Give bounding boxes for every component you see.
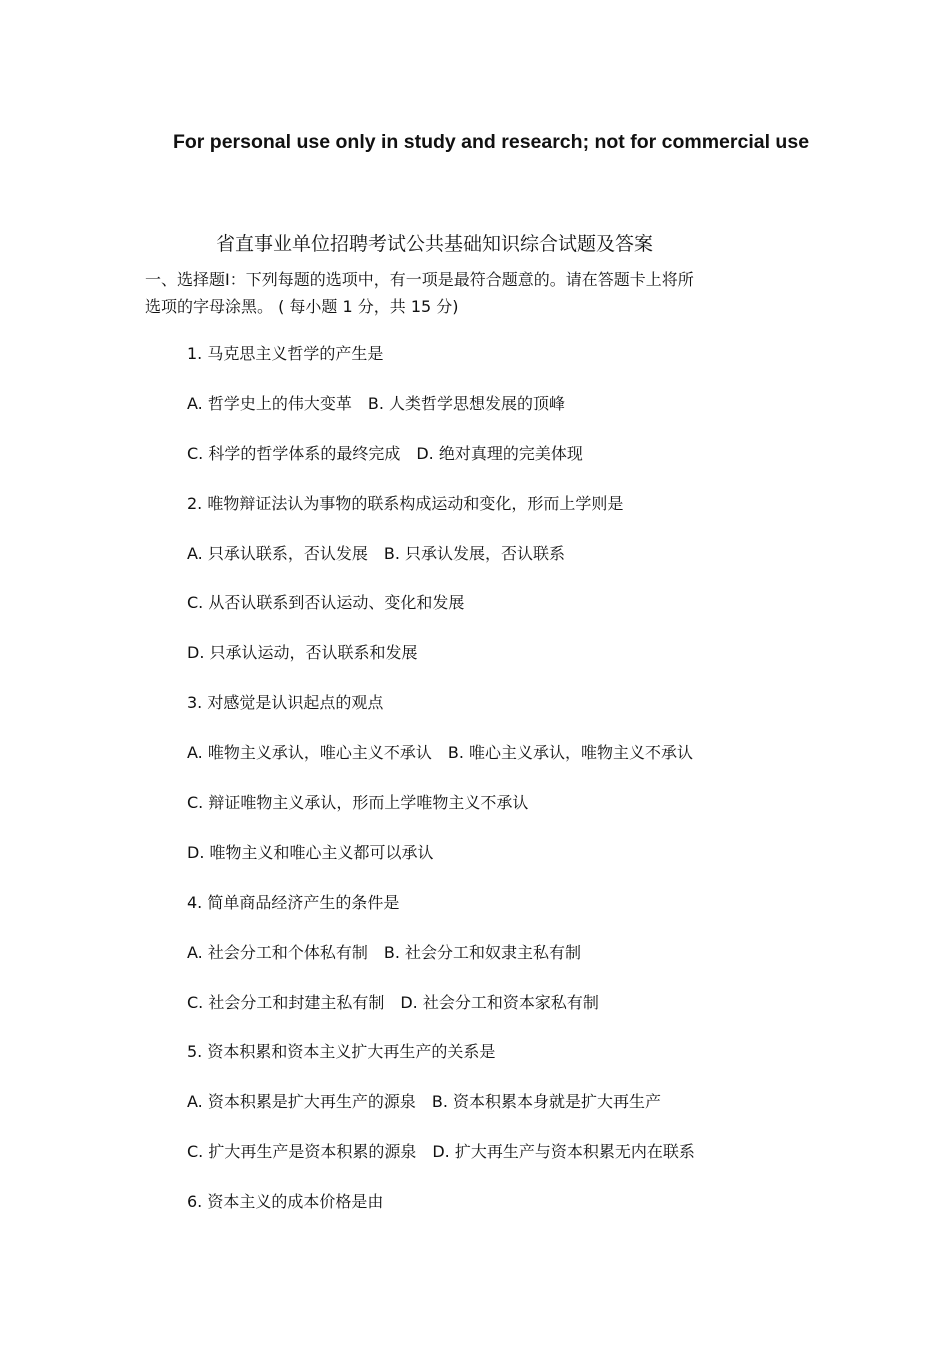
answer-option: B. 资本积累本身就是扩大再生产 [431, 1092, 661, 1112]
answer-options [187, 990, 907, 1040]
answer-options [187, 441, 907, 491]
answer-option: C. 扩大再生产是资本积累的源泉 [187, 1142, 417, 1162]
question-stem [187, 341, 907, 391]
question-stem-text: 5. 资本积累和资本主义扩大再生产的关系是 [187, 1042, 496, 1062]
answer-option: A. 社会分工和个体私有制 [187, 942, 368, 962]
question-stem [187, 690, 907, 740]
answer-option: B. 只承认发展，否认联系 [383, 543, 565, 563]
answer-option: A. 哲学史上的伟大变革 [187, 393, 352, 413]
question-stem-text: 3. 对感觉是认识起点的观点 [187, 693, 384, 713]
answer-option: B. 社会分工和奴隶主私有制 [383, 942, 581, 962]
answer-options [187, 541, 907, 591]
section-instructions [145, 266, 795, 320]
answer-option: D. 唯物主义和唯心主义都可以承认 [187, 842, 434, 862]
usage-notice: For personal use only in study and research; not for commercial use [172, 131, 810, 153]
answer-option: C. 社会分工和封建主私有制 [187, 992, 385, 1012]
answer-options [187, 1089, 907, 1139]
answer-option: D. 扩大再生产与资本积累无内在联系 [432, 1142, 695, 1162]
question-stem [187, 1039, 907, 1089]
answer-options [187, 590, 907, 640]
question-list [187, 341, 907, 1239]
answer-option: C. 从否认联系到否认运动、变化和发展 [187, 593, 465, 613]
answer-option: A. 唯物主义承认，唯心主义不承认 [187, 743, 432, 763]
answer-option: A. 只承认联系，否认发展 [187, 543, 368, 563]
answer-options [187, 940, 907, 990]
answer-option: C. 科学的哲学体系的最终完成 [187, 443, 401, 463]
answer-option: B. 人类哲学思想发展的顶峰 [367, 393, 565, 413]
question-stem [187, 1189, 907, 1239]
answer-options [187, 640, 907, 690]
question-stem [187, 491, 907, 541]
question-stem-text: 4. 简单商品经济产生的条件是 [187, 892, 400, 912]
answer-options [187, 840, 907, 890]
answer-option: D. 绝对真理的完美体现 [416, 443, 583, 463]
answer-options [187, 391, 907, 441]
answer-options [187, 1139, 907, 1189]
answer-options [187, 790, 907, 840]
instructions-line-1: 一、选择题Ⅰ：下列每题的选项中，有一项是最符合题意的。请在答题卡上将所 [145, 270, 694, 289]
answer-options [187, 740, 907, 790]
question-stem-text: 6. 资本主义的成本价格是由 [187, 1192, 384, 1212]
question-stem-text: 1. 马克思主义哲学的产生是 [187, 344, 384, 363]
answer-option: A. 资本积累是扩大再生产的源泉 [187, 1092, 416, 1112]
answer-option: D. 只承认运动，否认联系和发展 [187, 643, 418, 663]
instructions-line-2: 选项的字母涂黑。 ( 每小题 1 分，共 15 分) [145, 297, 459, 316]
answer-option: D. 社会分工和资本家私有制 [400, 992, 599, 1012]
answer-option: B. 唯心主义承认，唯物主义不承认 [447, 743, 693, 763]
document-title: 省直事业单位招聘考试公共基础知识综合试题及答案 [216, 233, 654, 255]
answer-option: C. 辩证唯物主义承认，形而上学唯物主义不承认 [187, 793, 529, 813]
question-stem-text: 2. 唯物辩证法认为事物的联系构成运动和变化，形而上学则是 [187, 493, 624, 513]
question-stem [187, 890, 907, 940]
